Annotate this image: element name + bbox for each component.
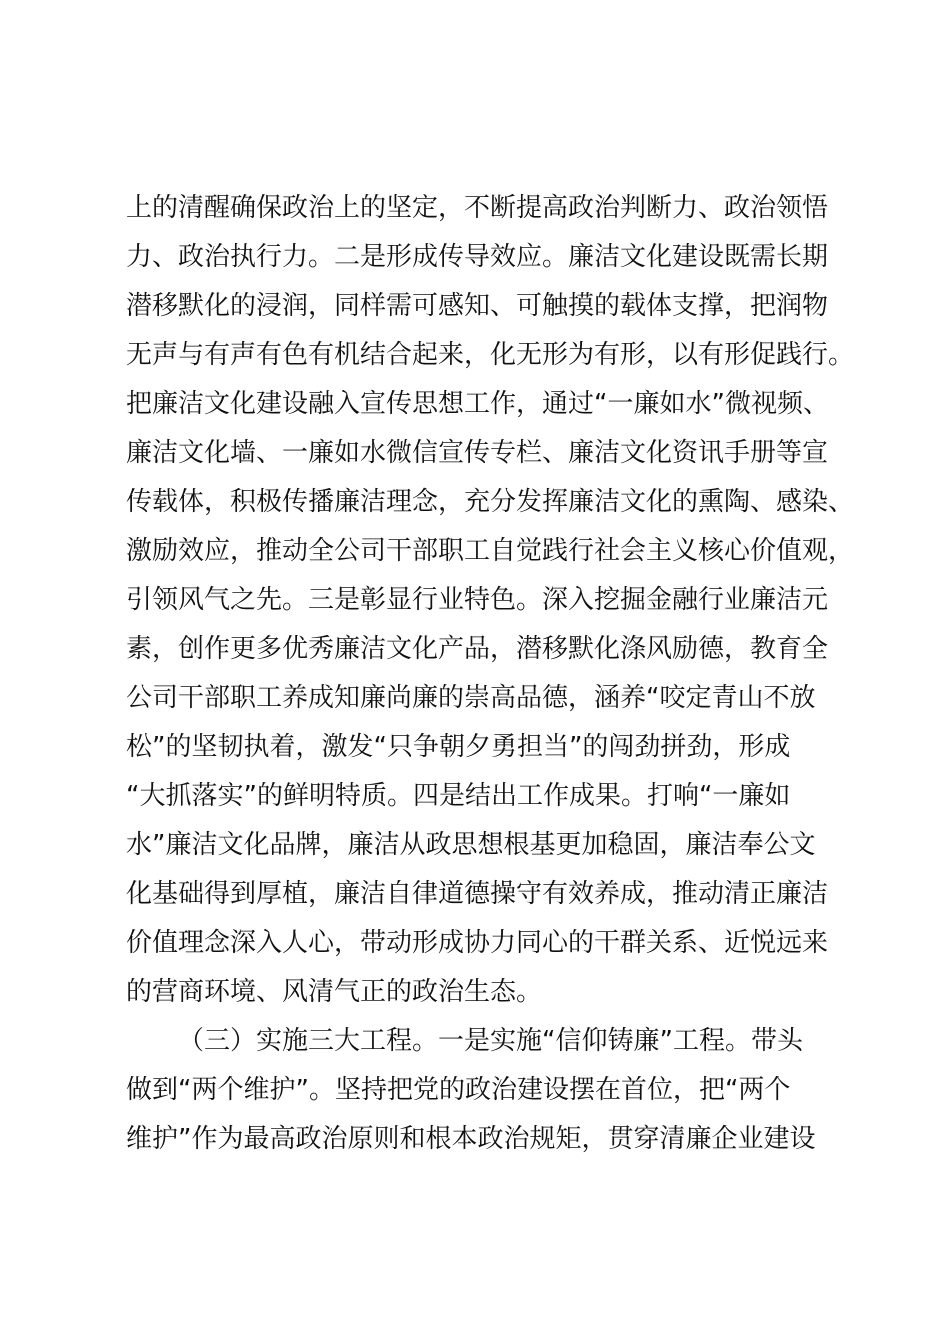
text-line: 无声与有声有色有机结合起来，化无形为有形，以有形促践行。	[126, 340, 855, 370]
text-line: 力、政治执行力。二是形成传导效应。廉洁文化建设既需长期	[126, 242, 829, 272]
text-line: 松”的坚韧执着，激发“只争朝夕勇担当”的闯劲拼劲，形成	[126, 732, 791, 762]
text-line: 引领风气之先。三是彰显行业特色。深入挖掘金融行业廉洁元	[126, 585, 829, 615]
text-line: 激励效应，推动全公司干部职工自觉践行社会主义核心价值观，	[126, 536, 855, 566]
text-line: 廉洁文化墙、一廉如水微信宣传专栏、廉洁文化资讯手册等宣	[126, 438, 829, 468]
text-line: 维护”作为最高政治原则和根本政治规矩，贯穿清廉企业建设	[126, 1124, 816, 1154]
paragraph-start-line: （三）实施三大工程。一是实施“信仰铸廉”工程。带头	[178, 1026, 803, 1056]
text-line: 的营商环境、风清气正的政治生态。	[126, 977, 543, 1007]
text-line: “大抓落实”的鲜明特质。四是结出工作成果。打响“一廉如	[126, 781, 791, 811]
text-line: 价值理念深入人心，带动形成协力同心的干群关系、近悦远来	[126, 928, 829, 958]
body-text	[126, 184, 855, 1164]
text-line: 公司干部职工养成知廉尚廉的崇高品德，涵养“咬定青山不放	[126, 683, 816, 713]
text-line: 把廉洁文化建设融入宣传思想工作，通过“一廉如水”微视频、	[126, 389, 829, 419]
text-line: 传载体，积极传播廉洁理念，充分发挥廉洁文化的熏陶、感染、	[126, 487, 855, 517]
text-line: 上的清醒确保政治上的坚定，不断提高政治判断力、政治领悟	[126, 193, 829, 223]
text-line: 做到“两个维护”。坚持把党的政治建设摆在首位，把“两个	[126, 1075, 791, 1105]
text-line: 素，创作更多优秀廉洁文化产品，潜移默化涤风励德，教育全	[126, 634, 829, 664]
text-line: 水”廉洁文化品牌，廉洁从政思想根基更加稳固，廉洁奉公文	[126, 830, 816, 860]
text-line: 化基础得到厚植，廉洁自律道德操守有效养成，推动清正廉洁	[126, 879, 829, 909]
text-line: 潜移默化的浸润，同样需可感知、可触摸的载体支撑，把润物	[126, 291, 829, 321]
